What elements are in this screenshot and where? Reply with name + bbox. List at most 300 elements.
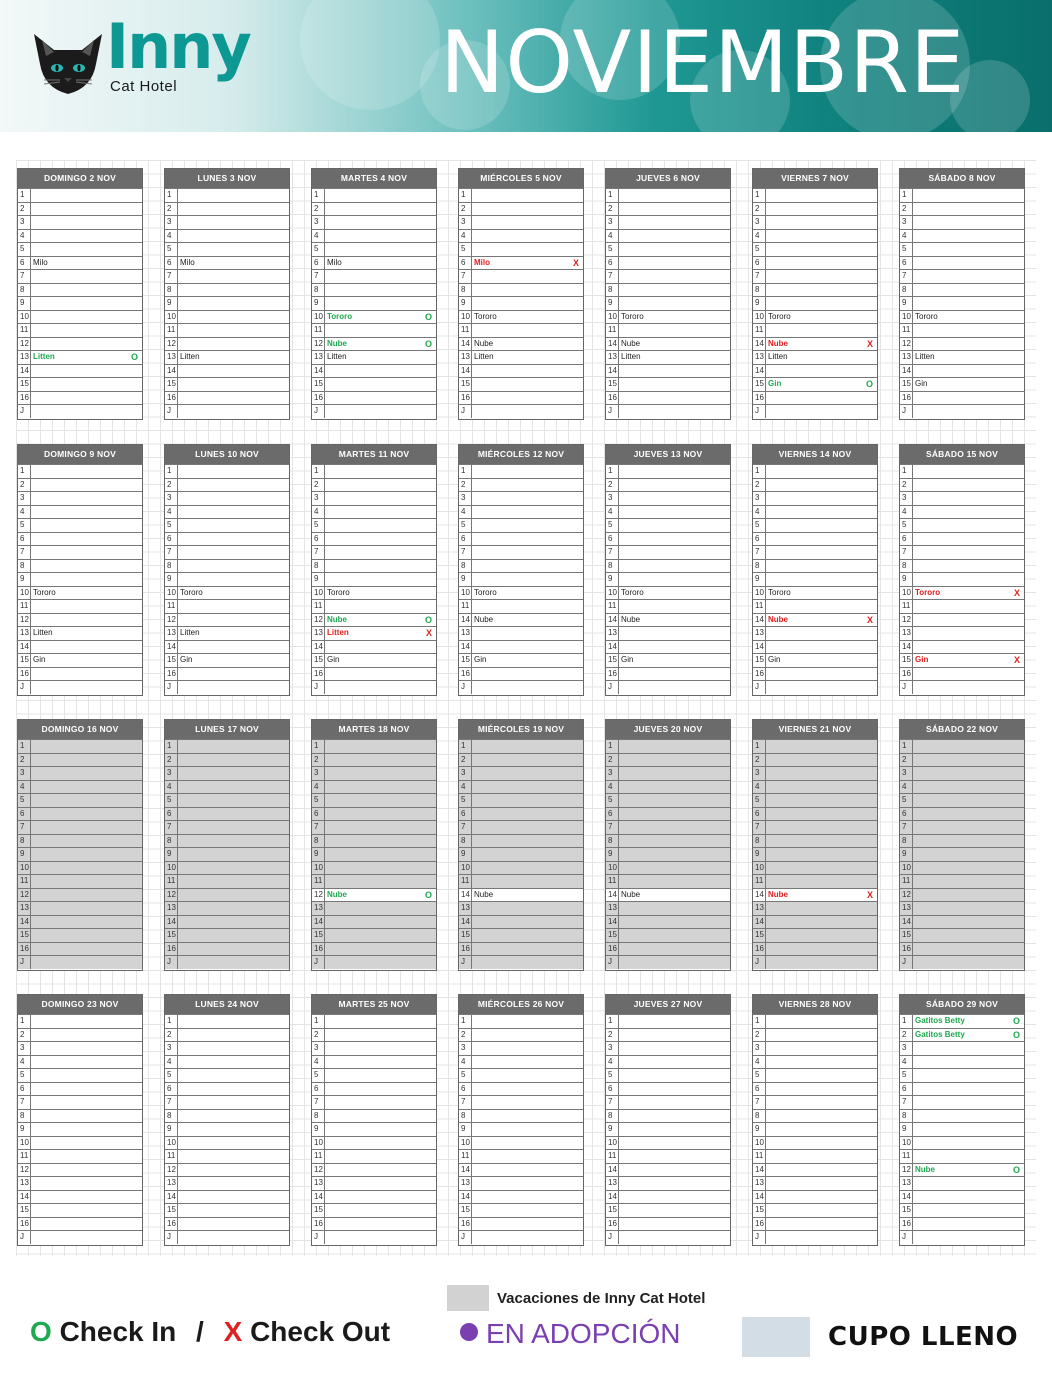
room-slot[interactable] (312, 391, 436, 405)
room-slot[interactable] (165, 464, 289, 478)
room-slot[interactable] (165, 834, 289, 848)
room-slot[interactable] (606, 377, 730, 391)
room-slot[interactable] (900, 888, 1024, 902)
room-slot[interactable] (312, 1068, 436, 1082)
room-slot[interactable] (165, 518, 289, 532)
room-slot[interactable] (753, 1041, 877, 1055)
room-slot[interactable] (165, 1082, 289, 1096)
room-slot[interactable] (18, 1068, 142, 1082)
room-slot[interactable] (165, 296, 289, 310)
room-slot[interactable] (312, 1122, 436, 1136)
room-slot[interactable] (459, 753, 583, 767)
room-slot[interactable] (459, 955, 583, 969)
room-slot[interactable] (753, 1190, 877, 1204)
room-slot[interactable] (900, 229, 1024, 243)
room-slot[interactable] (165, 1122, 289, 1136)
room-slot[interactable] (312, 599, 436, 613)
room-slot[interactable] (753, 915, 877, 929)
room-slot[interactable] (459, 1082, 583, 1096)
room-slot[interactable] (18, 653, 142, 667)
room-slot[interactable] (459, 766, 583, 780)
room-slot[interactable] (18, 364, 142, 378)
room-slot[interactable] (459, 1055, 583, 1069)
room-slot[interactable] (900, 1203, 1024, 1217)
room-slot[interactable] (459, 874, 583, 888)
room-slot[interactable] (900, 667, 1024, 681)
room-slot[interactable] (18, 1230, 142, 1244)
room-slot[interactable] (900, 377, 1024, 391)
room-slot[interactable] (18, 807, 142, 821)
room-slot[interactable] (900, 404, 1024, 418)
room-slot[interactable] (753, 807, 877, 821)
room-slot[interactable] (753, 888, 877, 902)
room-slot[interactable] (312, 323, 436, 337)
room-slot[interactable] (900, 269, 1024, 283)
room-slot[interactable] (606, 391, 730, 405)
room-slot[interactable] (312, 350, 436, 364)
room-slot[interactable] (18, 901, 142, 915)
room-slot[interactable] (312, 766, 436, 780)
room-slot[interactable] (165, 874, 289, 888)
room-slot[interactable] (459, 1041, 583, 1055)
room-slot[interactable] (753, 1149, 877, 1163)
room-slot[interactable] (312, 256, 436, 270)
room-slot[interactable] (459, 1203, 583, 1217)
room-slot[interactable] (459, 404, 583, 418)
room-slot[interactable] (900, 545, 1024, 559)
room-slot[interactable] (18, 188, 142, 202)
room-slot[interactable] (18, 955, 142, 969)
room-slot[interactable] (18, 1028, 142, 1042)
room-slot[interactable] (459, 1230, 583, 1244)
room-slot[interactable] (18, 229, 142, 243)
room-slot[interactable] (900, 820, 1024, 834)
room-slot[interactable] (606, 766, 730, 780)
room-slot[interactable] (165, 283, 289, 297)
room-slot[interactable] (312, 505, 436, 519)
room-slot[interactable] (18, 269, 142, 283)
room-slot[interactable] (312, 532, 436, 546)
room-slot[interactable] (606, 296, 730, 310)
room-slot[interactable] (753, 377, 877, 391)
room-slot[interactable] (900, 1122, 1024, 1136)
room-slot[interactable] (606, 518, 730, 532)
room-slot[interactable] (165, 1041, 289, 1055)
room-slot[interactable] (459, 888, 583, 902)
room-slot[interactable] (900, 847, 1024, 861)
room-slot[interactable] (312, 229, 436, 243)
room-slot[interactable] (312, 491, 436, 505)
room-slot[interactable] (312, 586, 436, 600)
room-slot[interactable] (459, 1122, 583, 1136)
room-slot[interactable] (606, 1136, 730, 1150)
room-slot[interactable] (18, 1095, 142, 1109)
room-slot[interactable] (459, 820, 583, 834)
room-slot[interactable] (900, 350, 1024, 364)
room-slot[interactable] (312, 478, 436, 492)
room-slot[interactable] (18, 861, 142, 875)
room-slot[interactable] (459, 739, 583, 753)
room-slot[interactable] (900, 1217, 1024, 1231)
room-slot[interactable] (753, 478, 877, 492)
room-slot[interactable] (165, 1203, 289, 1217)
room-slot[interactable] (459, 1149, 583, 1163)
room-slot[interactable] (900, 1136, 1024, 1150)
room-slot[interactable] (18, 545, 142, 559)
room-slot[interactable] (900, 915, 1024, 929)
room-slot[interactable] (900, 793, 1024, 807)
room-slot[interactable] (753, 955, 877, 969)
room-slot[interactable] (753, 518, 877, 532)
room-slot[interactable] (165, 505, 289, 519)
room-slot[interactable] (900, 1041, 1024, 1055)
room-slot[interactable] (459, 464, 583, 478)
room-slot[interactable] (18, 464, 142, 478)
room-slot[interactable] (165, 1149, 289, 1163)
room-slot[interactable] (165, 559, 289, 573)
room-slot[interactable] (18, 323, 142, 337)
room-slot[interactable] (459, 505, 583, 519)
room-slot[interactable] (312, 1190, 436, 1204)
room-slot[interactable] (606, 242, 730, 256)
room-slot[interactable] (753, 861, 877, 875)
room-slot[interactable] (312, 901, 436, 915)
room-slot[interactable] (165, 888, 289, 902)
room-slot[interactable] (606, 1190, 730, 1204)
room-slot[interactable] (165, 807, 289, 821)
room-slot[interactable] (459, 1190, 583, 1204)
room-slot[interactable] (459, 626, 583, 640)
room-slot[interactable] (165, 1163, 289, 1177)
room-slot[interactable] (18, 613, 142, 627)
room-slot[interactable] (312, 269, 436, 283)
room-slot[interactable] (606, 491, 730, 505)
room-slot[interactable] (900, 215, 1024, 229)
room-slot[interactable] (459, 215, 583, 229)
room-slot[interactable] (900, 1176, 1024, 1190)
room-slot[interactable] (459, 1028, 583, 1042)
room-slot[interactable] (753, 739, 877, 753)
room-slot[interactable] (753, 653, 877, 667)
room-slot[interactable] (18, 793, 142, 807)
room-slot[interactable] (312, 283, 436, 297)
room-slot[interactable] (165, 572, 289, 586)
room-slot[interactable] (753, 242, 877, 256)
room-slot[interactable] (900, 626, 1024, 640)
room-slot[interactable] (459, 680, 583, 694)
room-slot[interactable] (753, 847, 877, 861)
room-slot[interactable] (18, 1041, 142, 1055)
room-slot[interactable] (165, 1095, 289, 1109)
room-slot[interactable] (312, 1041, 436, 1055)
room-slot[interactable] (312, 364, 436, 378)
room-slot[interactable] (18, 1109, 142, 1123)
room-slot[interactable] (900, 532, 1024, 546)
room-slot[interactable] (459, 586, 583, 600)
room-slot[interactable] (459, 545, 583, 559)
room-slot[interactable] (165, 942, 289, 956)
room-slot[interactable] (18, 1014, 142, 1028)
room-slot[interactable] (900, 834, 1024, 848)
room-slot[interactable] (312, 377, 436, 391)
room-slot[interactable] (312, 202, 436, 216)
room-slot[interactable] (753, 667, 877, 681)
room-slot[interactable] (459, 283, 583, 297)
room-slot[interactable] (312, 807, 436, 821)
room-slot[interactable] (900, 323, 1024, 337)
room-slot[interactable] (606, 888, 730, 902)
room-slot[interactable] (606, 847, 730, 861)
room-slot[interactable] (18, 739, 142, 753)
room-slot[interactable] (606, 667, 730, 681)
room-slot[interactable] (606, 1028, 730, 1042)
room-slot[interactable] (753, 559, 877, 573)
room-slot[interactable] (459, 807, 583, 821)
room-slot[interactable] (312, 847, 436, 861)
room-slot[interactable] (753, 1176, 877, 1190)
room-slot[interactable] (606, 861, 730, 875)
room-slot[interactable] (900, 364, 1024, 378)
room-slot[interactable] (606, 1055, 730, 1069)
room-slot[interactable] (753, 834, 877, 848)
room-slot[interactable] (753, 942, 877, 956)
room-slot[interactable] (18, 1203, 142, 1217)
room-slot[interactable] (459, 350, 583, 364)
room-slot[interactable] (312, 955, 436, 969)
room-slot[interactable] (900, 464, 1024, 478)
room-slot[interactable] (165, 653, 289, 667)
room-slot[interactable] (165, 915, 289, 929)
room-slot[interactable] (165, 188, 289, 202)
room-slot[interactable] (312, 518, 436, 532)
room-slot[interactable] (18, 296, 142, 310)
room-slot[interactable] (312, 1136, 436, 1150)
room-slot[interactable] (18, 310, 142, 324)
room-slot[interactable] (18, 532, 142, 546)
room-slot[interactable] (900, 739, 1024, 753)
room-slot[interactable] (606, 820, 730, 834)
room-slot[interactable] (312, 1082, 436, 1096)
room-slot[interactable] (900, 1095, 1024, 1109)
room-slot[interactable] (312, 242, 436, 256)
room-slot[interactable] (459, 478, 583, 492)
room-slot[interactable] (753, 780, 877, 794)
room-slot[interactable] (606, 215, 730, 229)
room-slot[interactable] (900, 599, 1024, 613)
room-slot[interactable] (606, 626, 730, 640)
room-slot[interactable] (606, 337, 730, 351)
room-slot[interactable] (18, 586, 142, 600)
room-slot[interactable] (606, 1014, 730, 1028)
room-slot[interactable] (900, 491, 1024, 505)
room-slot[interactable] (312, 404, 436, 418)
room-slot[interactable] (165, 545, 289, 559)
room-slot[interactable] (312, 942, 436, 956)
room-slot[interactable] (312, 1109, 436, 1123)
room-slot[interactable] (753, 310, 877, 324)
room-slot[interactable] (165, 613, 289, 627)
room-slot[interactable] (606, 1095, 730, 1109)
room-slot[interactable] (165, 1230, 289, 1244)
room-slot[interactable] (165, 269, 289, 283)
room-slot[interactable] (606, 793, 730, 807)
room-slot[interactable] (312, 1095, 436, 1109)
room-slot[interactable] (165, 586, 289, 600)
room-slot[interactable] (312, 188, 436, 202)
room-slot[interactable] (312, 820, 436, 834)
room-slot[interactable] (18, 626, 142, 640)
room-slot[interactable] (18, 847, 142, 861)
room-slot[interactable] (165, 532, 289, 546)
room-slot[interactable] (165, 1028, 289, 1042)
room-slot[interactable] (165, 901, 289, 915)
room-slot[interactable] (753, 404, 877, 418)
room-slot[interactable] (312, 545, 436, 559)
room-slot[interactable] (459, 532, 583, 546)
room-slot[interactable] (459, 861, 583, 875)
room-slot[interactable] (606, 640, 730, 654)
room-slot[interactable] (18, 1136, 142, 1150)
room-slot[interactable] (900, 283, 1024, 297)
room-slot[interactable] (312, 337, 436, 351)
room-slot[interactable] (18, 915, 142, 929)
room-slot[interactable] (459, 310, 583, 324)
room-slot[interactable] (312, 296, 436, 310)
room-slot[interactable] (606, 256, 730, 270)
room-slot[interactable] (18, 202, 142, 216)
room-slot[interactable] (459, 337, 583, 351)
room-slot[interactable] (753, 364, 877, 378)
room-slot[interactable] (606, 739, 730, 753)
room-slot[interactable] (753, 599, 877, 613)
room-slot[interactable] (459, 1136, 583, 1150)
room-slot[interactable] (165, 640, 289, 654)
room-slot[interactable] (900, 753, 1024, 767)
room-slot[interactable] (606, 834, 730, 848)
room-slot[interactable] (606, 955, 730, 969)
room-slot[interactable] (900, 955, 1024, 969)
room-slot[interactable] (606, 1176, 730, 1190)
room-slot[interactable] (753, 1055, 877, 1069)
room-slot[interactable] (18, 1176, 142, 1190)
room-slot[interactable] (606, 1109, 730, 1123)
room-slot[interactable] (18, 404, 142, 418)
room-slot[interactable] (900, 613, 1024, 627)
room-slot[interactable] (900, 766, 1024, 780)
room-slot[interactable] (18, 834, 142, 848)
room-slot[interactable] (459, 1014, 583, 1028)
room-slot[interactable] (312, 874, 436, 888)
room-slot[interactable] (753, 1230, 877, 1244)
room-slot[interactable] (165, 1176, 289, 1190)
room-slot[interactable] (165, 1190, 289, 1204)
room-slot[interactable] (165, 1014, 289, 1028)
room-slot[interactable] (165, 404, 289, 418)
room-slot[interactable] (18, 391, 142, 405)
room-slot[interactable] (165, 310, 289, 324)
room-slot[interactable] (18, 874, 142, 888)
room-slot[interactable] (312, 613, 436, 627)
room-slot[interactable] (165, 391, 289, 405)
room-slot[interactable] (900, 1149, 1024, 1163)
room-slot[interactable] (18, 242, 142, 256)
room-slot[interactable] (18, 1190, 142, 1204)
room-slot[interactable] (606, 753, 730, 767)
room-slot[interactable] (900, 310, 1024, 324)
room-slot[interactable] (606, 283, 730, 297)
room-slot[interactable] (165, 256, 289, 270)
room-slot[interactable] (165, 626, 289, 640)
room-slot[interactable] (165, 599, 289, 613)
room-slot[interactable] (459, 780, 583, 794)
room-slot[interactable] (900, 505, 1024, 519)
room-slot[interactable] (606, 532, 730, 546)
room-slot[interactable] (900, 391, 1024, 405)
room-slot[interactable] (900, 202, 1024, 216)
room-slot[interactable] (312, 1176, 436, 1190)
room-slot[interactable] (900, 1055, 1024, 1069)
room-slot[interactable] (753, 640, 877, 654)
room-slot[interactable] (165, 820, 289, 834)
room-slot[interactable] (18, 215, 142, 229)
room-slot[interactable] (165, 766, 289, 780)
room-slot[interactable] (18, 572, 142, 586)
room-slot[interactable] (606, 915, 730, 929)
room-slot[interactable] (459, 599, 583, 613)
room-slot[interactable] (753, 505, 877, 519)
room-slot[interactable] (606, 188, 730, 202)
room-slot[interactable] (18, 640, 142, 654)
room-slot[interactable] (459, 188, 583, 202)
room-slot[interactable] (459, 901, 583, 915)
room-slot[interactable] (312, 1014, 436, 1028)
room-slot[interactable] (165, 478, 289, 492)
room-slot[interactable] (606, 1230, 730, 1244)
room-slot[interactable] (900, 572, 1024, 586)
room-slot[interactable] (900, 942, 1024, 956)
room-slot[interactable] (165, 1055, 289, 1069)
room-slot[interactable] (606, 478, 730, 492)
room-slot[interactable] (606, 1082, 730, 1096)
room-slot[interactable] (312, 559, 436, 573)
room-slot[interactable] (165, 323, 289, 337)
room-slot[interactable] (606, 586, 730, 600)
room-slot[interactable] (459, 364, 583, 378)
room-slot[interactable] (753, 1082, 877, 1096)
room-slot[interactable] (459, 202, 583, 216)
room-slot[interactable] (753, 269, 877, 283)
room-slot[interactable] (606, 229, 730, 243)
room-slot[interactable] (606, 1149, 730, 1163)
room-slot[interactable] (753, 928, 877, 942)
room-slot[interactable] (312, 928, 436, 942)
room-slot[interactable] (312, 640, 436, 654)
room-slot[interactable] (165, 793, 289, 807)
room-slot[interactable] (606, 1217, 730, 1231)
room-slot[interactable] (606, 599, 730, 613)
room-slot[interactable] (606, 874, 730, 888)
room-slot[interactable] (18, 256, 142, 270)
room-slot[interactable] (753, 1109, 877, 1123)
room-slot[interactable] (606, 901, 730, 915)
room-slot[interactable] (459, 559, 583, 573)
room-slot[interactable] (18, 1217, 142, 1231)
room-slot[interactable] (753, 491, 877, 505)
room-slot[interactable] (312, 1203, 436, 1217)
room-slot[interactable] (459, 391, 583, 405)
room-slot[interactable] (165, 229, 289, 243)
room-slot[interactable] (459, 229, 583, 243)
